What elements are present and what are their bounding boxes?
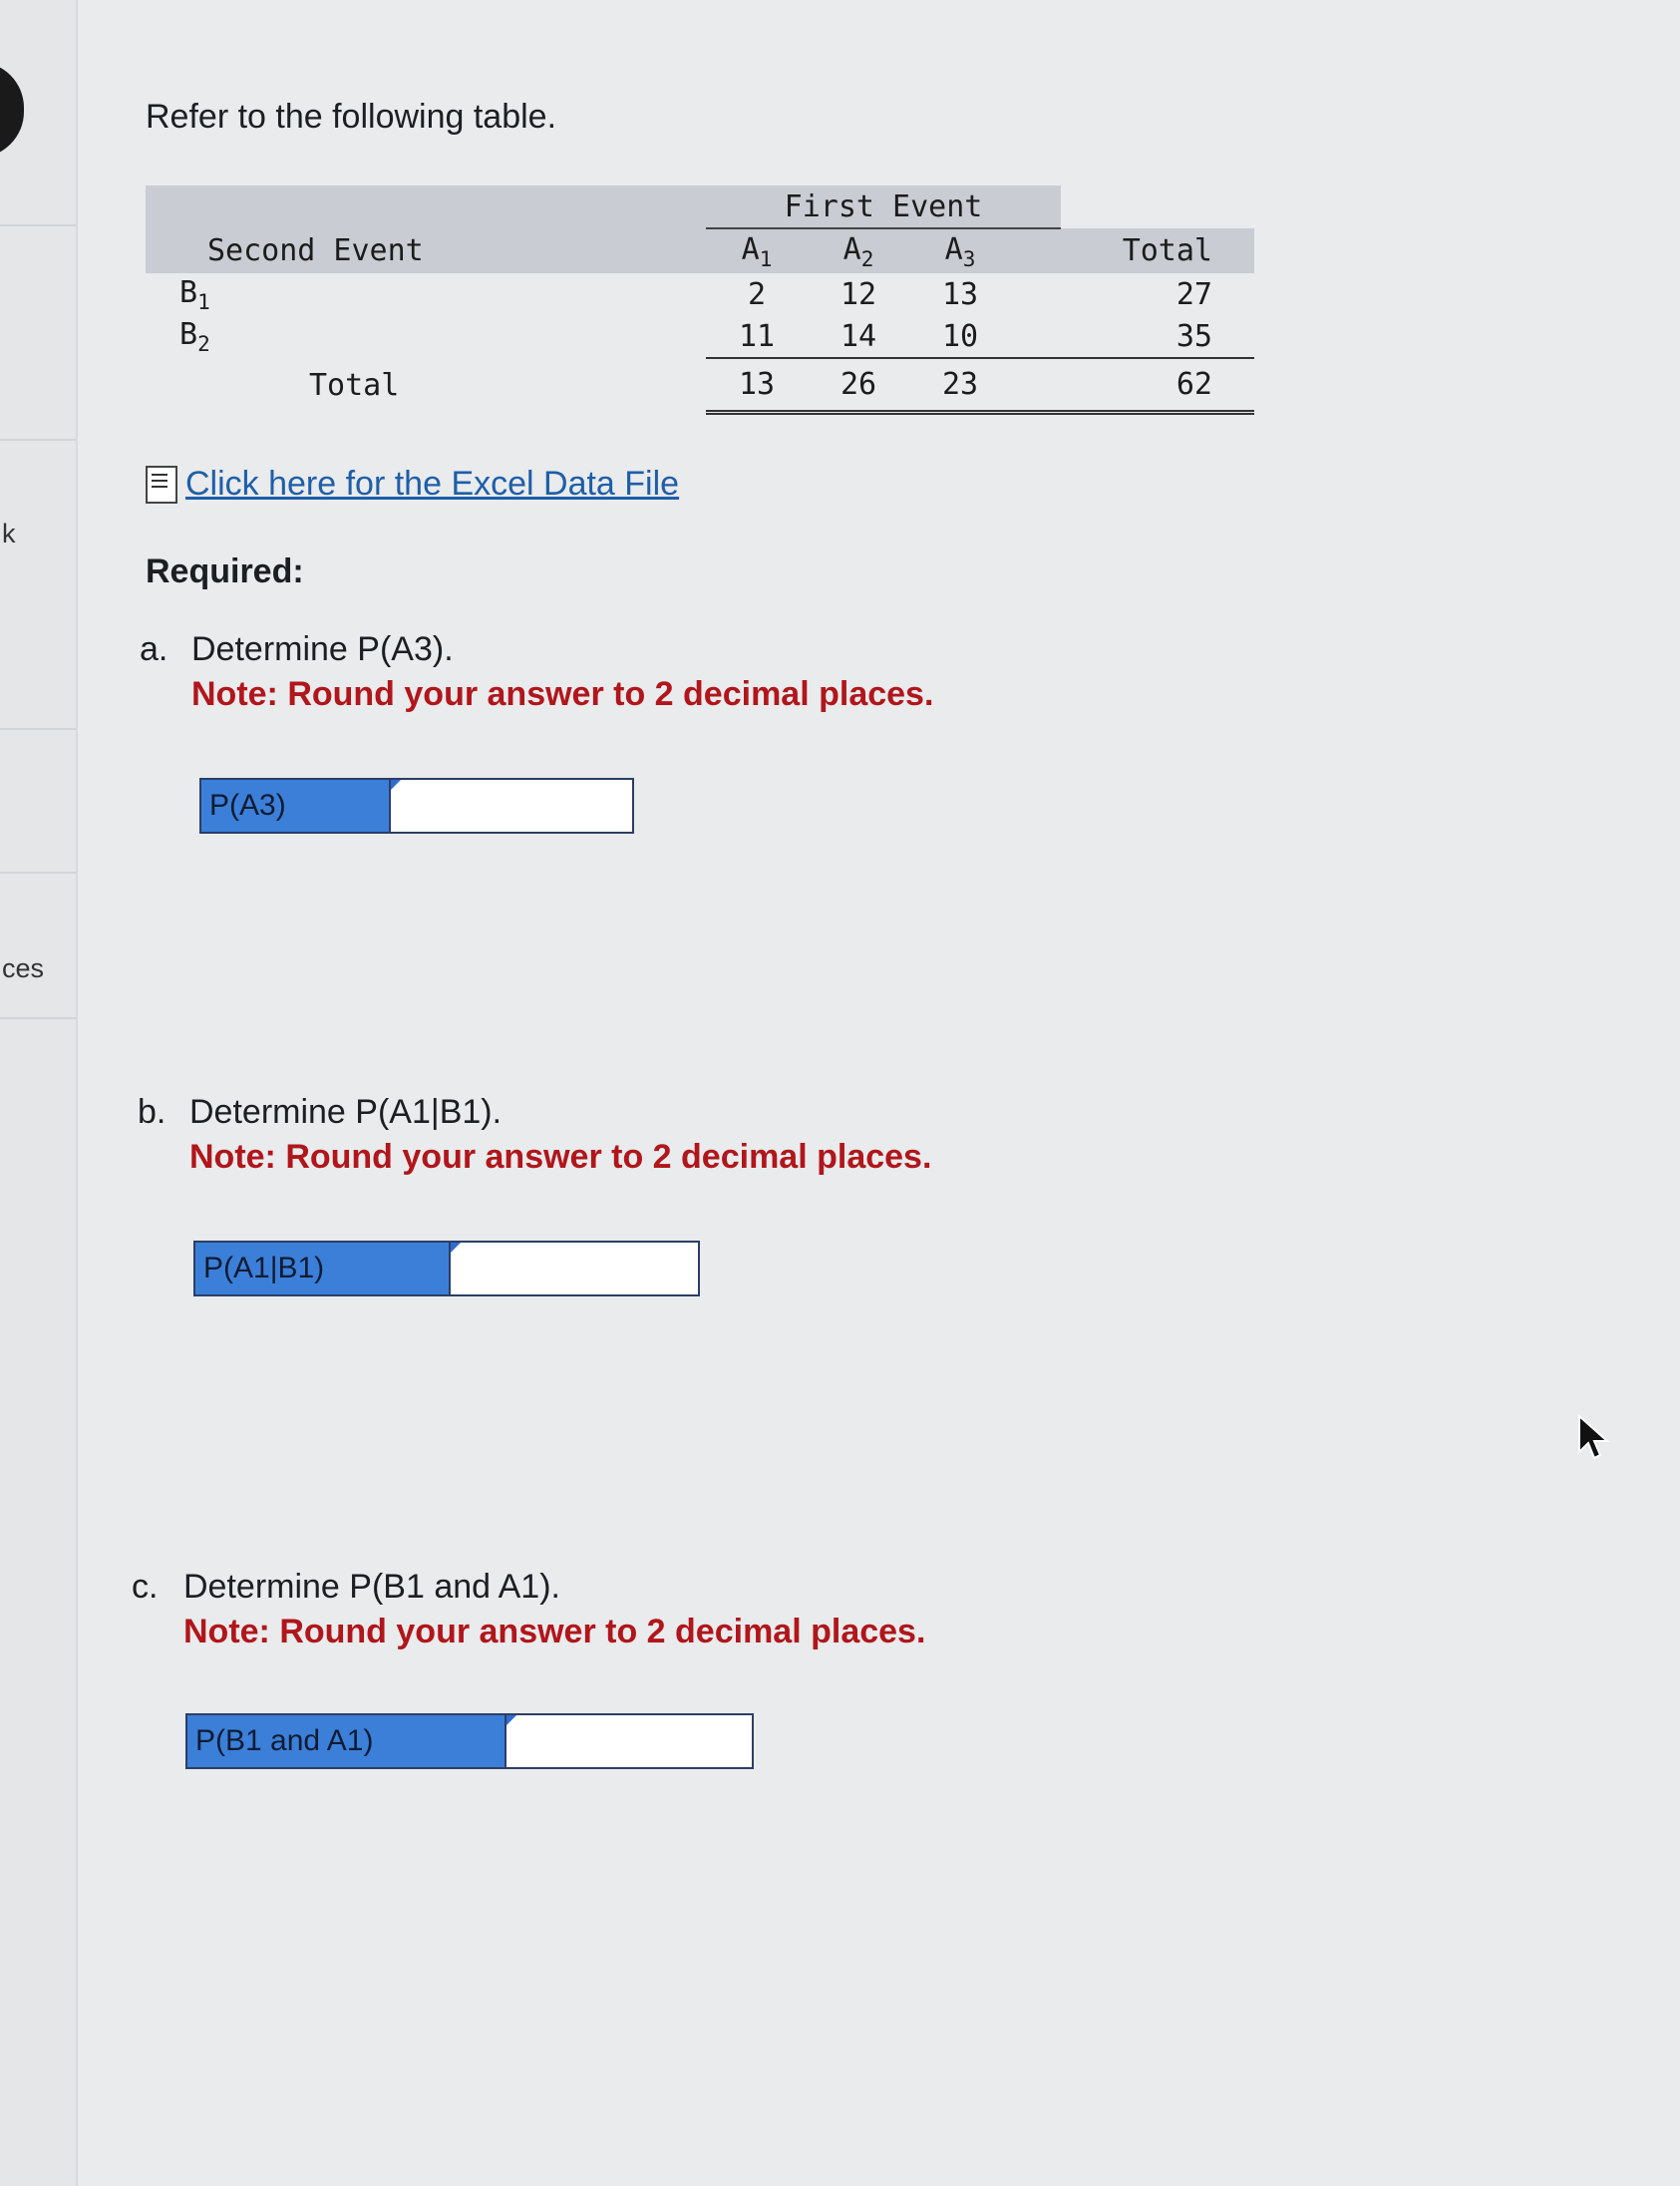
- table-cell: 10: [941, 318, 979, 354]
- table-cell-grand-total: 62: [1061, 358, 1254, 412]
- table-totals-row: [146, 358, 1254, 412]
- question-text: Determine P(A3).: [191, 630, 454, 668]
- question-letter: b.: [138, 1093, 167, 1131]
- question-c: [132, 1568, 925, 1651]
- mouse-pointer-icon: [1577, 1414, 1611, 1462]
- input-flag-icon: [391, 780, 401, 790]
- nav-divider: [0, 872, 76, 874]
- nav-item-truncated[interactable]: ces: [2, 953, 45, 983]
- side-navigation: [0, 0, 78, 2186]
- answer-label: P(A1|B1): [195, 1243, 451, 1294]
- answer-label: P(A3): [201, 780, 391, 832]
- answer-row-c: [185, 1713, 754, 1769]
- question-b: [138, 1093, 931, 1177]
- table-cell-total: 27: [1176, 276, 1212, 312]
- table-cell: 13: [706, 358, 808, 412]
- question-letter: a.: [140, 630, 168, 668]
- nav-divider: [0, 439, 76, 441]
- rounding-note: Note: Round your answer to 2 decimal places.: [189, 1138, 932, 1176]
- answer-input-p-a3[interactable]: [391, 780, 632, 832]
- question-intro: Refer to the following table.: [146, 98, 557, 136]
- table-cell: 23: [909, 358, 1011, 412]
- table-cell: 2: [747, 276, 767, 312]
- question-text: Determine P(A1|B1).: [189, 1093, 503, 1131]
- rounding-note: Note: Round your answer to 2 decimal places.: [191, 675, 934, 713]
- input-flag-icon: [506, 1715, 516, 1725]
- row-header-b1: $B_1$: [179, 274, 210, 314]
- question-text: Determine P(B1 and A1).: [183, 1568, 560, 1606]
- table-row: [146, 315, 1254, 358]
- excel-link-label: Click here for the Excel Data File: [185, 465, 680, 503]
- excel-file-icon: [146, 466, 177, 504]
- col-header-total: Total: [1061, 228, 1254, 273]
- contingency-table: [146, 185, 1254, 415]
- nav-divider: [0, 1017, 76, 1019]
- table-cell: 12: [840, 276, 877, 312]
- col-header-a2: $A_2$: [808, 228, 909, 273]
- totals-row-label: Total: [309, 367, 400, 403]
- nav-item-truncated[interactable]: k: [2, 519, 16, 548]
- answer-input-p-b1-and-a1[interactable]: [506, 1715, 752, 1767]
- col-header-a1: $A_1$: [706, 228, 808, 273]
- table-cell: 13: [941, 276, 979, 312]
- question-letter: c.: [132, 1568, 159, 1606]
- table-row: [146, 273, 1254, 315]
- answer-label: P(B1 and A1): [187, 1715, 506, 1767]
- excel-data-file-link[interactable]: [146, 465, 679, 504]
- nav-divider: [0, 728, 76, 730]
- row-header-b2: $B_2$: [179, 317, 210, 356]
- table-cell: 26: [808, 358, 909, 412]
- col-header-a3: $A_3$: [909, 228, 1011, 273]
- table-cell: 14: [840, 318, 877, 354]
- input-flag-icon: [451, 1243, 461, 1253]
- nav-badge-icon[interactable]: [0, 62, 24, 158]
- question-a: [140, 630, 933, 714]
- answer-row-a: [199, 778, 634, 834]
- required-heading: Required:: [146, 552, 304, 590]
- rounding-note: Note: Round your answer to 2 decimal places.: [183, 1613, 926, 1650]
- table-cell-total: 35: [1176, 318, 1212, 354]
- answer-input-p-a1-given-b1[interactable]: [451, 1243, 698, 1294]
- first-event-header: First Event: [706, 185, 1061, 228]
- second-event-header: Second Event: [146, 228, 658, 273]
- table-cell: 11: [738, 318, 776, 354]
- nav-divider: [0, 224, 76, 226]
- answer-row-b: [193, 1241, 700, 1296]
